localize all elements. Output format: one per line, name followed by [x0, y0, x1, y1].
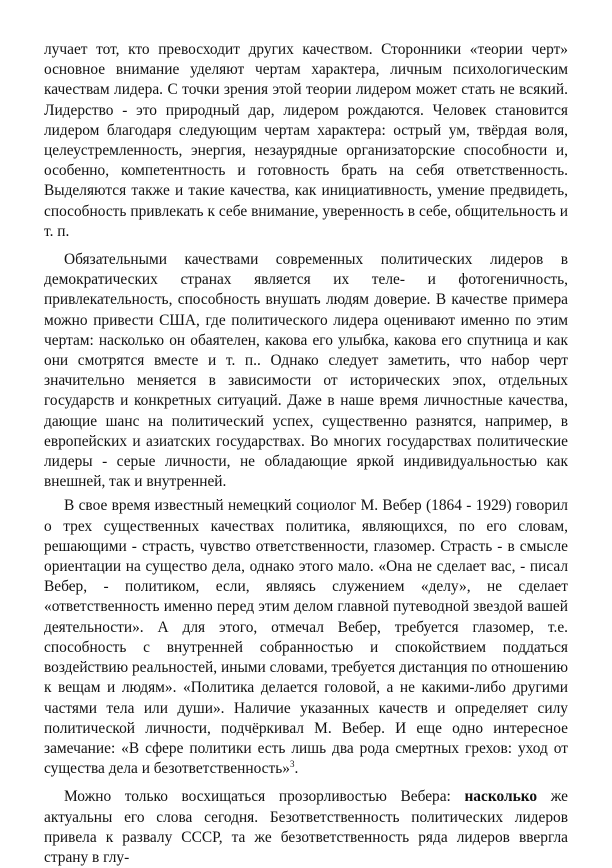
- paragraph-2: Обязательными качествами современных политических лидеров в демократических странах является их теле- и фотогеничность, привлекательность, способность внушать людям доверие. В качестве примера можно привести США, где политического лидера оценивают именно по этим чертам: насколько он обаятелен, какова его улыбка, какова его спутница и как они смотрятся вместе и т. п.. Однако следует заметить, что набор черт значительно меняется в зависимости от исторических эпох, отдельных государств и конкретных ситуаций. Даже в наше время личностные качества, дающие шанс на политический успех, существенно разнятся, например, в европейских и азиатских государствах. Во многих государствах политические лидеры - серые личности, не обладающие яркой индивидуальностью как внешней, так и внутренней.: [44, 251, 568, 491]
- paragraph-4: [44, 787, 568, 868]
- document-page: [44, 40, 568, 868]
- paragraph-3: [44, 496, 568, 779]
- paragraph-1: лучает тот, кто превосходит других качеством. Сторонники «теории черт» основное внимание уделяют чертам характера, личным психологическим качествам лидера. С точки зрения этой теории лидером может стать не всякий. Лидерство - это природный дар, лидером рождаются. Человек становится лидером благодаря следующим чертам характера: острый ум, твёрдая воля, целеустремленность, энергия, незаурядные организаторские способности и, особенно, компетентность и готовность брать на себя ответственность. Выделяются также и такие качества, как инициативность, умение предвидеть, способность привлекать к себе внимание, уверенность в себе, общительность и т. п.: [44, 41, 568, 240]
- bold-emphasis: насколько: [464, 788, 538, 806]
- paragraph-3-tail: .: [294, 760, 299, 778]
- paragraph-4-rest: же актуальны его слова сегодня. Безответственность политических лидеров привела к развалу СССР, та же безответственность ряда лидеров ввергла страну в глу-: [44, 788, 568, 866]
- paragraph-4-lead: Можно только восхищаться прозорливостью Вебера:: [64, 788, 465, 806]
- footnote-marker: 3: [289, 758, 295, 769]
- paragraph-3-text: В свое время известный немецкий социолог М. Вебер (1864 - 1929) говорил о трех существенных качествах политика, являющихся, по его словам, решающими - страсть, чувство ответственности, глазомер. Страсть - в смысле ориентации на существо дела, однако этого мало. «Она не сделает вас, - писал Вебер, - политиком, если, являясь служением «делу», не сделает «ответственность именно перед этим делом главной путеводной звездой вашей деятельности». А для этого, отмечал Вебер, требуется глазомер, т.е. способность с внутренней собранностью и спокойствием поддаться воздействию реальностей, иными словами, требуется дистанция по отношению к вещам и людям». «Политика делается головой, а не какими-либо другими частями тела или души». Наличие указанных качеств и определяет силу политической личности, подчёркивал М. Вебер. И еще одно интересное замечание: «В сфере политики есть лишь два рода смертных грехов: уход от существа дела и безответственность»: [44, 497, 568, 778]
